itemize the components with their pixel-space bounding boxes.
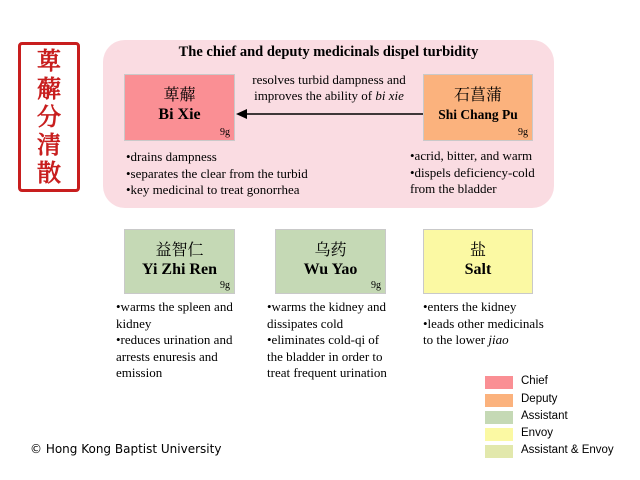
legend-label: Envoy (521, 427, 553, 439)
italic-term: jiao (488, 332, 509, 347)
salt-notes (423, 299, 544, 349)
note-line: •key medicinal to treat gonorrhea (126, 182, 300, 197)
herb-chinese-name: 石菖蒲 (453, 85, 502, 104)
note-line: •drains dampness (126, 149, 217, 164)
note-line: to the lower jiao (423, 332, 509, 347)
seal-character: 萆 (37, 47, 61, 75)
herb-box-yi-zhi-ren (124, 229, 235, 294)
herb-english-name: Shi Chang Pu (438, 107, 518, 122)
wu-yao-notes (267, 299, 387, 382)
herb-dose: 9g (518, 127, 528, 138)
note-line: •reduces urination and (116, 332, 233, 347)
arrow-description (238, 72, 420, 104)
legend-swatch (485, 376, 513, 389)
herb-dose: 9g (371, 280, 381, 291)
note-line: •warms the spleen and (116, 299, 233, 314)
legend-swatch (485, 428, 513, 441)
arrow-text-line: resolves turbid dampness and (252, 72, 406, 87)
note-line: •eliminates cold-qi of (267, 332, 380, 347)
legend-swatch (485, 411, 513, 424)
seal-stamp (18, 42, 80, 192)
herb-box-wu-yao (275, 229, 386, 294)
legend-label: Assistant (521, 410, 568, 422)
legend-label: Chief (521, 375, 548, 387)
left-arrow-icon (236, 108, 423, 120)
italic-term: bi xie (375, 88, 404, 103)
herb-chinese-name: 萆薢 (163, 85, 196, 104)
legend-label: Deputy (521, 393, 558, 405)
bi-xie-notes (126, 149, 308, 199)
panel-title: The chief and deputy medicinals dispel turbidity (178, 44, 479, 60)
copyright-notice: © Hong Kong Baptist University (30, 442, 222, 456)
note-line: dissipates cold (267, 315, 344, 331)
herb-box-bi-xie (124, 74, 235, 141)
seal-character: 清 (37, 131, 61, 159)
herb-dose: 9g (220, 127, 230, 138)
herb-english-name: Salt (464, 261, 492, 278)
herb-dose: 9g (220, 280, 230, 291)
note-line: •leads other medicinals (423, 315, 544, 331)
note-line: emission (116, 365, 163, 380)
herb-box-salt (423, 229, 533, 294)
seal-character: 分 (37, 103, 61, 131)
legend-swatch (485, 394, 513, 407)
seal-character: 薢 (37, 75, 61, 103)
note-line: treat frequent urination (267, 365, 387, 380)
note-line: from the bladder (410, 181, 497, 196)
note-line: •acrid, bitter, and warm (410, 148, 533, 163)
legend-label: Assistant & Envoy (521, 444, 614, 456)
herb-box-shi-chang-pu (423, 74, 533, 141)
seal-character: 散 (37, 159, 61, 187)
note-line: •warms the kidney and (267, 299, 386, 314)
note-line: arrests enuresis and (116, 348, 218, 364)
herb-english-name: Bi Xie (158, 106, 201, 123)
herb-chinese-name: 乌药 (314, 240, 347, 259)
note-line: the bladder in order to (267, 348, 383, 364)
herb-english-name: Wu Yao (303, 261, 358, 278)
note-line: •separates the clear from the turbid (126, 165, 308, 181)
arrow-text-line: improves the ability of bi xie (254, 88, 404, 103)
herb-chinese-name: 益智仁 (155, 240, 204, 259)
legend-swatch (485, 445, 513, 458)
note-line: •dispels deficiency-cold (410, 164, 535, 180)
shi-chang-pu-notes (410, 148, 535, 198)
herb-chinese-name: 盐 (469, 240, 486, 259)
yi-zhi-ren-notes (116, 299, 233, 382)
herb-english-name: Yi Zhi Ren (142, 261, 217, 278)
note-line: •enters the kidney (423, 299, 517, 314)
note-line: kidney (116, 315, 152, 331)
